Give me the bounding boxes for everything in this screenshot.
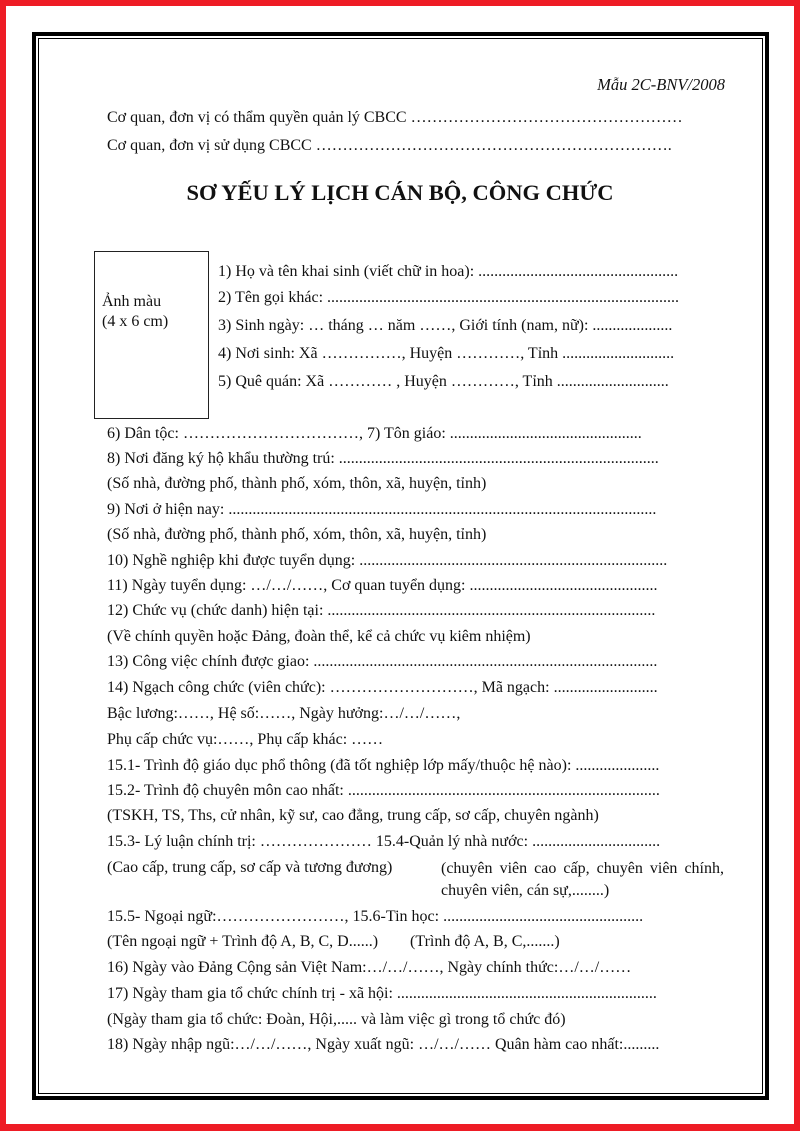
hint-political-theory: (Cao cấp, trung cấp, sơ cấp và tương đương) [107, 859, 393, 876]
field-allowances[interactable]: Phụ cấp chức vụ:……, Phụ cấp khác: …… [107, 731, 384, 748]
field-political-theory-state-management[interactable]: 15.3- Lý luận chính trị: ………………… 15.4-Quản lý nhà nước: ................................ [107, 833, 661, 850]
photo-label [102, 292, 168, 332]
field-permanent-residence[interactable]: 8) Nơi đăng ký hộ khẩu thường trú: ................................................................................ [107, 450, 659, 467]
field-general-education[interactable]: 15.1- Trình độ giáo dục phổ thông (đã tốt nghiệp lớp mấy/thuộc hệ nào): ..................... [107, 757, 660, 774]
photo-label-line2: (4 x 6 cm) [102, 313, 169, 330]
hint-current-residence: (Số nhà, đường phố, thành phố, xóm, thôn, xã, huyện, tỉnh) [107, 526, 487, 543]
managing-agency-field[interactable]: Cơ quan, đơn vị có thẩm quyền quản lý CBCC …………………………………………… [107, 109, 683, 126]
hint-current-position: (Về chính quyền hoặc Đảng, đoàn thể, kể cả chức vụ kiêm nhiệm) [107, 628, 531, 645]
field-recruitment-date-agency[interactable]: 11) Ngày tuyển dụng: …/…/……, Cơ quan tuyển dụng: ............................................... [107, 577, 658, 594]
field-foreign-language-it[interactable]: 15.5- Ngoại ngữ:……………………, 15.6-Tin học: .................................................. [107, 908, 644, 925]
field-full-name[interactable]: 1) Họ và tên khai sinh (viết chữ in hoa): .................................................. [218, 263, 679, 280]
photo-label-line1: Ảnh màu [102, 293, 162, 310]
hint-state-management: (chuyên viên cao cấp, chuyên viên chính, chuyên viên, cán sự,........) [441, 860, 724, 899]
field-salary-grade[interactable]: Bậc lương:……, Hệ số:……, Ngày hưởng:…/…/……, [107, 705, 461, 722]
photo-placeholder [94, 251, 209, 419]
form-code: Mẫu 2C-BNV/2008 [597, 75, 725, 94]
hint-permanent-residence: (Số nhà, đường phố, thành phố, xóm, thôn, xã, huyện, tỉnh) [107, 475, 487, 492]
hint-socio-political-org: (Ngày tham gia tổ chức: Đoàn, Hội,..... và làm việc gì trong tổ chức đó) [107, 1011, 566, 1028]
field-military-service[interactable]: 18) Ngày nhập ngũ:…/…/……, Ngày xuất ngũ: …/…/…… Quân hàm cao nhất:......... [107, 1036, 660, 1053]
field-birthplace[interactable]: 4) Nơi sinh: Xã ……………, Huyện …………, Tỉnh ............................ [218, 345, 675, 362]
field-main-duties[interactable]: 13) Công việc chính được giao: ...................................................................................... [107, 653, 658, 670]
field-highest-qualification[interactable]: 15.2- Trình độ chuyên môn cao nhất: .............................................................................. [107, 782, 660, 799]
using-agency-field[interactable]: Cơ quan, đơn vị sử dụng CBCC …………………………………………………………. [107, 137, 672, 154]
hint-foreign-language-it: (Tên ngoại ngữ + Trình độ A, B, C, D......) (Trình độ A, B, C,.......) [107, 933, 560, 950]
field-party-membership-dates[interactable]: 16) Ngày vào Đảng Cộng sản Việt Nam:…/…/……, Ngày chính thức:…/…/…… [107, 959, 632, 976]
field-occupation-at-recruitment[interactable]: 10) Nghề nghiệp khi được tuyển dụng: ............................................................................. [107, 552, 668, 569]
field-socio-political-org[interactable]: 17) Ngày tham gia tổ chức chính trị - xã hội: ................................................................. [107, 985, 657, 1002]
field-current-position[interactable]: 12) Chức vụ (chức danh) hiện tại: .................................................................................. [107, 602, 656, 619]
field-current-residence[interactable]: 9) Nơi ở hiện nay: ........................................................................................................... [107, 501, 657, 518]
field-birth-date-gender[interactable]: 3) Sinh ngày: … tháng … năm ……, Giới tính (nam, nữ): .................... [218, 317, 673, 334]
field-ethnicity-religion[interactable]: 6) Dân tộc: ……………………………, 7) Tôn giáo: ................................................ [107, 425, 642, 442]
page-title: SƠ YẾU LÝ LỊCH CÁN BỘ, CÔNG CHỨC [186, 180, 614, 205]
hint-highest-qualification: (TSKH, TS, Ths, cử nhân, kỹ sư, cao đẳng, trung cấp, sơ cấp, chuyên ngành) [107, 807, 599, 824]
field-other-name[interactable]: 2) Tên gọi khác: ........................................................................................ [218, 289, 680, 306]
field-hometown[interactable]: 5) Quê quán: Xã ………… , Huyện …………, Tỉnh ............................ [218, 373, 669, 390]
field-civil-service-rank[interactable]: 14) Ngạch công chức (viên chức): ………………………, Mã ngạch: .......................... [107, 679, 658, 696]
